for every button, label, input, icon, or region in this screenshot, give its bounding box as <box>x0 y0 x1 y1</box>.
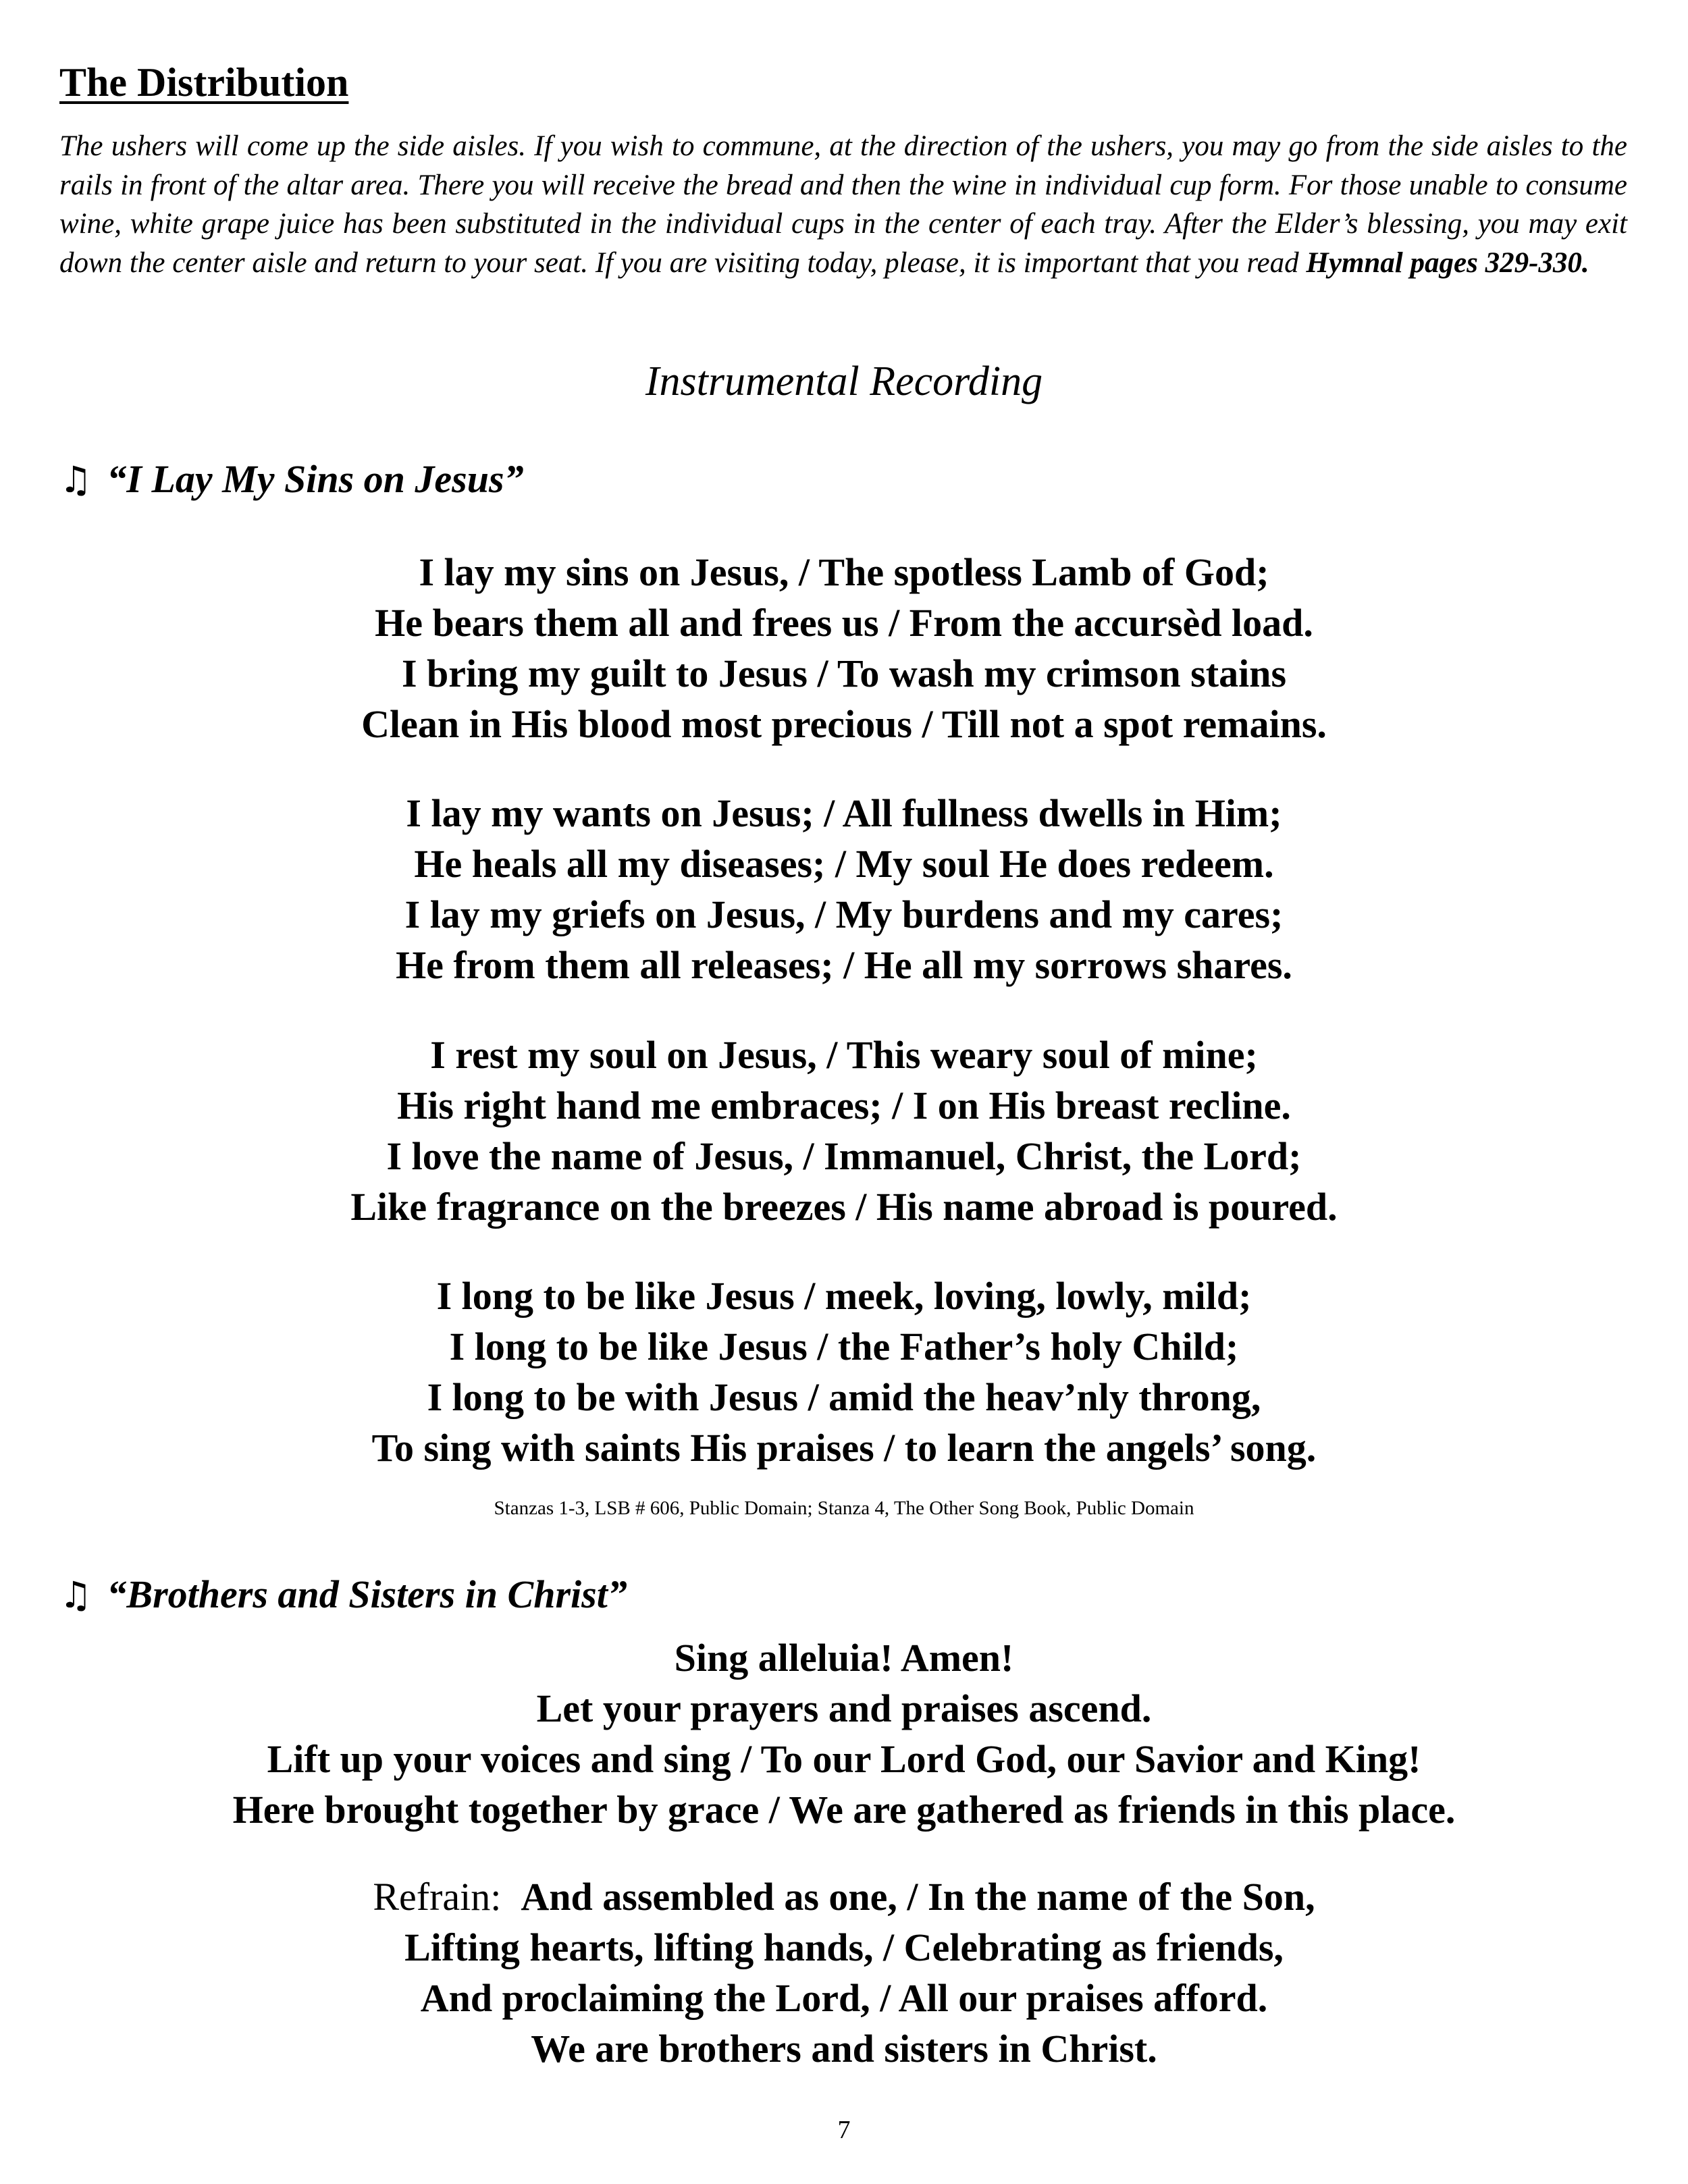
lyric-line: His right hand me embraces; / I on His breast recline. <box>397 1084 1291 1127</box>
lyric-line: We are brothers and sisters in Christ. <box>531 2027 1157 2071</box>
lyric-line: He bears them all and frees us / From the accursèd load. <box>375 601 1313 645</box>
lyric-line: Sing alleluia! Amen! <box>674 1636 1014 1680</box>
lyric-line: Clean in His blood most precious / Till not a spot remains. <box>361 702 1327 746</box>
instrumental-recording-label: Instrumental Recording <box>645 358 1043 404</box>
lyric-line: I lay my wants on Jesus; / All fullness dwells in Him; <box>406 791 1282 835</box>
hymn-title-i-lay-my-sins <box>59 456 524 502</box>
lyric-line: I bring my guilt to Jesus / To wash my crimson stains <box>401 651 1287 695</box>
lyric-line: And assembled as one, / In the name of the Son, <box>521 1875 1315 1919</box>
lyric-line: Lift up your voices and sing / To our Lord God, our Savior and King! <box>267 1737 1421 1781</box>
instructions-text: The ushers will come up the side aisles. If you wish to commune, at the direction of the ushers, you may go from the side aisles to the rails in front of the altar area. There you will receive the bread and then the wine in individual cup form. For those unable to consume wine, white grape juice has been substituted in the individual cups in the center of each tray. After the Elder’s blessing, you may exit down the center aisle and return to your seat. If you are visiting today, please, it is important that you read <box>59 130 1627 279</box>
lyric-line: I love the name of Jesus, / Immanuel, Christ, the Lord; <box>386 1134 1302 1178</box>
hymn2-refrain <box>0 1871 1688 2074</box>
hymn1-copyright-credit: Stanzas 1-3, LSB # 606, Public Domain; Stanza 4, The Other Song Book, Public Domain <box>494 1497 1194 1519</box>
section-heading-distribution: The Distribution <box>59 60 349 105</box>
hymn-title-brothers-and-sisters <box>59 1572 627 1617</box>
lyric-line: I lay my griefs on Jesus, / My burdens and my cares; <box>404 893 1284 936</box>
refrain-label: Refrain: <box>373 1875 502 1919</box>
hymn-title-text: “Brothers and Sisters in Christ” <box>107 1572 627 1616</box>
hymn2-verse <box>0 1632 1688 1835</box>
lyric-line: And proclaiming the Lord, / All our praises afford. <box>420 1976 1268 2020</box>
hymn1-stanza-1 <box>0 547 1688 749</box>
lyric-line: I long to be like Jesus / meek, loving, lowly, mild; <box>436 1274 1252 1318</box>
music-note-icon: ♫ <box>59 1574 93 1616</box>
lyric-line: He from them all releases; / He all my sorrows shares. <box>396 943 1292 987</box>
lyric-line: He heals all my diseases; / My soul He does redeem. <box>414 842 1274 886</box>
hymn1-stanza-2 <box>0 788 1688 990</box>
hymn1-stanza-4 <box>0 1271 1688 1473</box>
hymn1-stanza-3 <box>0 1030 1688 1232</box>
lyric-line: I long to be like Jesus / the Father’s holy Child; <box>449 1325 1239 1368</box>
hymnal-pages-reference: Hymnal pages 329-330. <box>1306 246 1589 279</box>
refrain-first-line <box>0 1871 1688 1922</box>
lyric-line: Here brought together by grace / We are gathered as friends in this place. <box>232 1788 1456 1832</box>
lyric-line: Let your prayers and praises ascend. <box>536 1686 1152 1730</box>
music-note-icon: ♫ <box>59 458 93 501</box>
lyric-line: Lifting hearts, lifting hands, / Celebrating as friends, <box>404 1925 1284 1969</box>
lyric-line: I rest my soul on Jesus, / This weary soul of mine; <box>430 1033 1258 1077</box>
page-number: 7 <box>837 2116 851 2144</box>
lyric-line: To sing with saints His praises / to learn the angels’ song. <box>371 1426 1317 1470</box>
lyric-line: Like fragrance on the breezes / His name abroad is poured. <box>350 1185 1338 1229</box>
lyric-line: I lay my sins on Jesus, / The spotless Lamb of God; <box>419 550 1269 594</box>
hymn-title-text: “I Lay My Sins on Jesus” <box>107 457 524 501</box>
distribution-instructions <box>59 127 1627 282</box>
lyric-line: I long to be with Jesus / amid the heav’nly throng, <box>427 1375 1261 1419</box>
